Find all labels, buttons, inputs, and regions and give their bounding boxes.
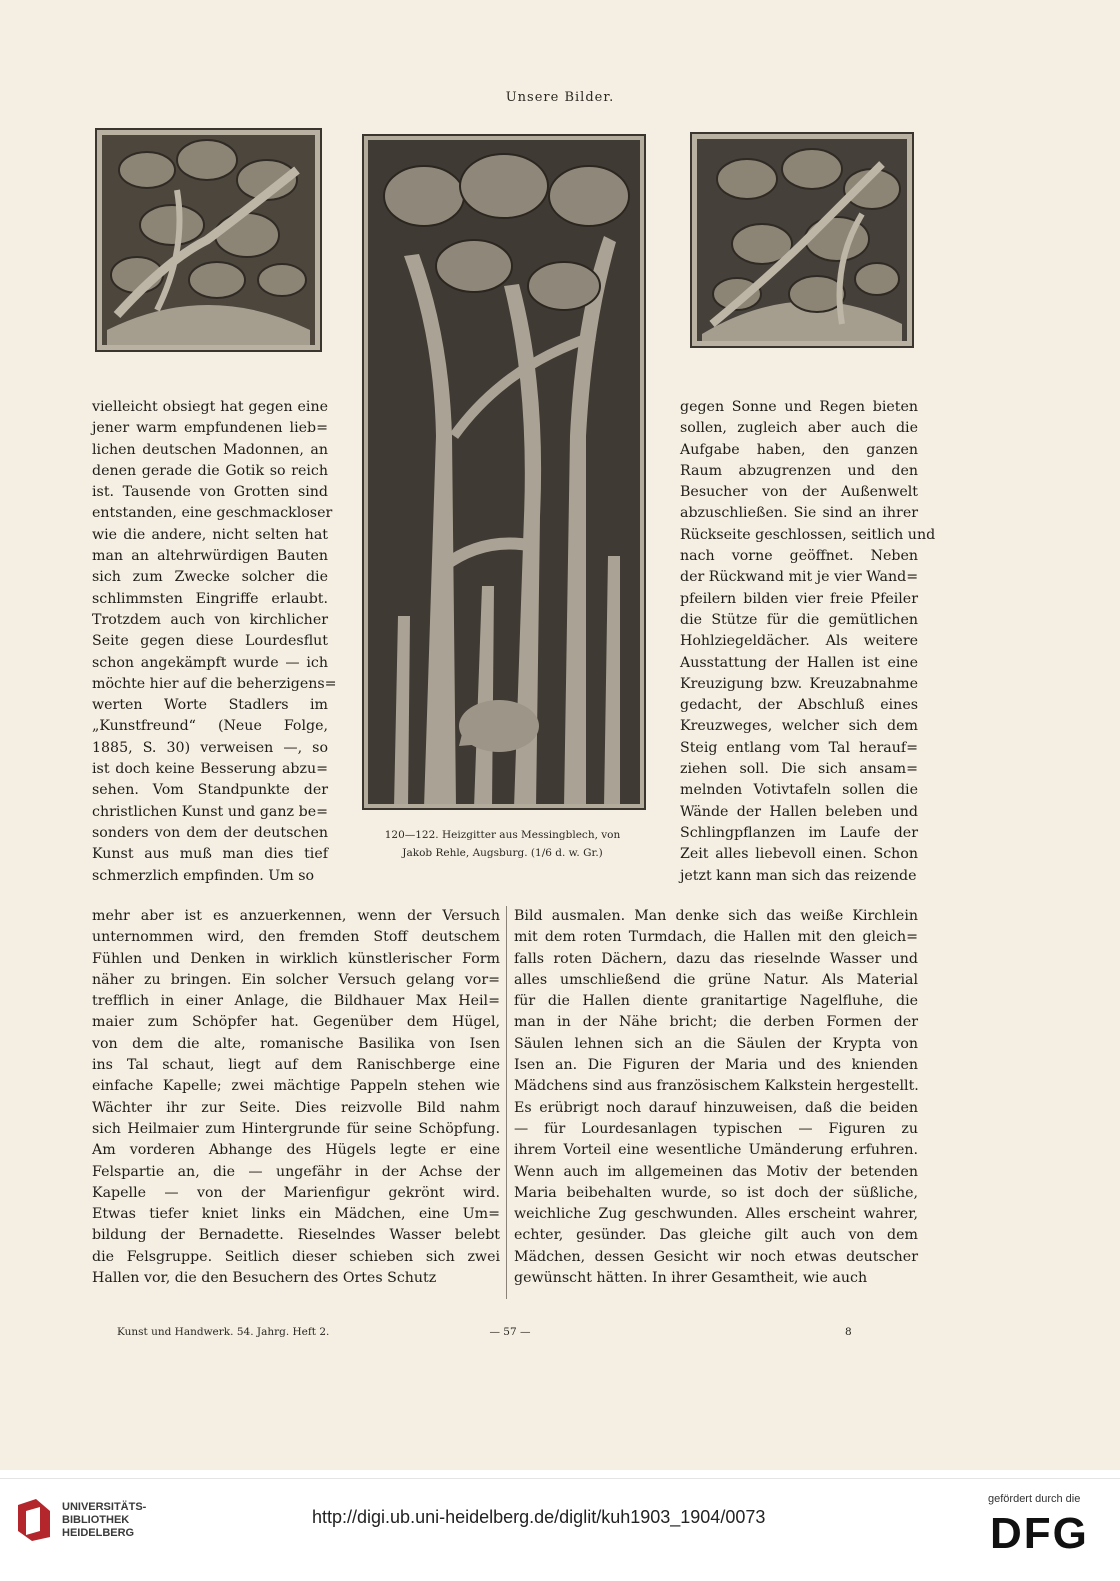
text-line: entstanden, eine geschmackloser	[92, 505, 333, 522]
plate-center-heating-grille	[362, 134, 646, 810]
text-line: abzuschließen. Sie sind an ihrer	[680, 505, 918, 522]
university-library-logo-icon	[14, 1497, 54, 1543]
text-line: falls roten Dächern, dazu das rieselnde Wasser und	[514, 950, 918, 967]
text-line: mehr aber ist es anzuerkennen, wenn der Versuch	[92, 908, 500, 924]
running-head: Unsere Bilder.	[505, 90, 615, 105]
text-line: Kreuzweges, welcher sich dem	[680, 718, 918, 735]
text-line: einfache Kapelle; zwei mächtige Pappeln stehen wie	[92, 1078, 500, 1095]
text-line: maier zum Schöpfer hat. Gegenüber dem Hügel,	[92, 1014, 500, 1031]
text-line: Aufgabe haben, den ganzen	[680, 441, 918, 458]
text-line: ziehen soll. Die sich ansam=	[680, 761, 918, 778]
text-column-left-bottom	[92, 906, 500, 1289]
text-column-right-bottom	[514, 906, 918, 1289]
text-line: Mädchen, dessen Gesicht wir noch etwas deutscher	[514, 1248, 918, 1265]
text-line: gewünscht hätten. In ihrer Gesamtheit, wie auch	[514, 1270, 868, 1287]
text-line: sehen. Vom Standpunkte der	[92, 782, 328, 799]
text-line: Fühlen und Denken in wirklich künstlerischer Form	[92, 950, 500, 967]
text-line: möchte hier auf die beherzigens=	[92, 675, 337, 692]
text-line: Kreuzigung bzw. Kreuzabnahme	[680, 675, 918, 692]
text-line: Isen an. Die Figuren der Maria und des knienden	[514, 1057, 918, 1074]
text-line: Wände der Hallen beleben und	[680, 803, 918, 820]
institution-name	[62, 1501, 146, 1540]
text-line: lichen deutschen Madonnen, an	[92, 441, 328, 458]
text-line: von dem die alte, romanische Basilika von Isen	[92, 1035, 500, 1052]
text-line: ist doch keine Besserung abzu=	[92, 761, 328, 778]
institution-line: BIBLIOTHEK	[62, 1514, 130, 1526]
caption-line-1: 120—122. Heizgitter aus Messingblech, von	[384, 829, 621, 841]
signature-mark: 8	[845, 1326, 852, 1338]
digitization-footer-bar	[0, 1478, 1120, 1581]
text-line: Es erübrigt noch darauf hinzuweisen, daß die beiden	[514, 1099, 918, 1116]
text-line: denen gerade die Gotik so reich	[92, 462, 328, 479]
text-line: Felspartie an, die — ungefähr in der Achse der	[92, 1163, 500, 1180]
plate-left-heating-grille	[95, 128, 322, 352]
text-line: Schlingpflanzen im Laufe der	[680, 824, 918, 841]
text-line: Zeit alles liebevoll einen. Schon	[680, 846, 918, 863]
footer-journal: Kunst und Handwerk. 54. Jahrg. Heft 2.	[117, 1326, 330, 1338]
text-line: Mädchens sind aus französischem Kalkstein hergestellt.	[514, 1078, 919, 1095]
text-line: gegen Sonne und Regen bieten	[680, 399, 918, 415]
text-line: echter, gesünder. Das gleiche gilt auch von dem	[514, 1227, 918, 1244]
institution-line: HEIDELBERG	[62, 1527, 135, 1539]
text-line: Kunst aus muß man dies tief	[92, 846, 328, 863]
text-line: man in der Nähe bricht; die derben Formen der	[514, 1014, 918, 1031]
text-line: Kapelle — von der Marienfigur gekrönt wird.	[92, 1184, 500, 1201]
text-line: Wächter ihr zur Seite. Dies reizvolle Bild nahm	[92, 1099, 500, 1116]
text-line: Etwas tiefer kniet links ein Mädchen, eine Um=	[92, 1206, 500, 1223]
text-line: für die Hallen diente granitartige Nagelfluhe, die	[514, 993, 918, 1010]
text-line: näher zu bringen. Ein solcher Versuch gelang vor=	[92, 971, 500, 988]
text-line: jener warm empfundenen lieb=	[92, 420, 328, 437]
text-line: Seite gegen diese Lourdesflut	[92, 633, 328, 650]
text-line: alles umschließend die grüne Natur. Als Material	[514, 971, 918, 988]
text-line: gedacht, der Abschluß eines	[680, 697, 918, 714]
column-divider	[506, 906, 507, 1299]
text-line: schmerzlich empfinden. Um so	[92, 867, 315, 884]
text-line: schlimmsten Eingriffe erlaubt.	[92, 590, 328, 607]
text-line: „Kunstfreund“ (Neue Folge,	[92, 718, 328, 735]
text-line: Trotzdem auch von kirchlicher	[92, 611, 328, 628]
text-line: unternommen wird, den fremden Stoff deutschem	[92, 929, 500, 946]
text-line: Säulen lehnen sich an die Säulen der Krypta von	[514, 1035, 918, 1052]
text-line: nach vorne geöffnet. Neben	[680, 548, 918, 565]
caption-line-2: Jakob Rehle, Augsburg. (1/6 d. w. Gr.)	[402, 847, 603, 859]
text-line: Am vorderen Abhange des Hügels legte er eine	[92, 1142, 500, 1159]
text-line: weichliche Zug geschwunden. Alles erscheint wahrer,	[514, 1206, 918, 1223]
text-line: trefflich in einer Anlage, die Bildhauer Max Heil=	[92, 993, 500, 1010]
text-line: christlichen Kunst und ganz be=	[92, 803, 328, 820]
text-line: Maria beibehalten wurde, so ist doch der süßliche,	[514, 1184, 918, 1201]
text-line: Hohlziegeldächer. Als weitere	[680, 633, 918, 650]
permalink-url[interactable]: http://digi.ub.uni-heidelberg.de/diglit/kuh1903_1904/0073	[312, 1507, 766, 1527]
text-line: sonders von dem der deutschen	[92, 824, 328, 841]
text-line: — für Lourdesanlagen typischen — Figuren zu	[514, 1120, 918, 1137]
text-line: werten Worte Stadlers im	[92, 697, 328, 714]
text-line: Bild ausmalen. Man denke sich das weiße Kirchlein	[514, 908, 918, 924]
plate-right-heating-grille	[690, 132, 914, 348]
text-line: 1885, S. 30) verweisen —, so	[92, 739, 328, 756]
text-line: pfeilern bilden vier freie Pfeiler	[680, 590, 918, 607]
text-line: Ausstattung der Hallen ist eine	[680, 654, 918, 671]
text-line: wie die andere, nicht selten hat	[92, 526, 328, 543]
text-column-left-top	[92, 397, 337, 887]
text-column-right-top	[680, 397, 936, 887]
text-line: ins Tal schaut, liegt auf dem Ranischberge eine	[92, 1057, 500, 1074]
text-line: Hallen vor, die den Besuchern des Ortes Schutz	[92, 1270, 437, 1287]
funding-label: gefördert durch die	[988, 1493, 1081, 1505]
text-line: jetzt kann man sich das reizende	[680, 867, 917, 884]
institution-line: UNIVERSITÄTS-	[62, 1501, 147, 1513]
text-line: melnden Votivtafeln sollen die	[680, 782, 918, 799]
text-line: die Stütze für die gemütlichen	[680, 611, 918, 628]
text-line: Raum abzugrenzen und den	[680, 462, 918, 479]
text-line: Steig entlang vom Tal herauf=	[680, 739, 918, 756]
figure-caption	[350, 826, 655, 862]
text-line: Wenn auch im allgemeinen das Motiv der betenden	[514, 1163, 918, 1180]
text-line: man an altehrwürdigen Bauten	[92, 548, 328, 565]
dfg-logo: DFG	[990, 1509, 1089, 1558]
page-number: — 57 —	[489, 1326, 531, 1338]
text-line: der Rückwand mit je vier Wand=	[680, 569, 919, 586]
text-line: schon angekämpft wurde — ich	[92, 654, 328, 671]
text-line: vielleicht obsiegt hat gegen eine	[92, 399, 328, 415]
text-line: Rückseite geschlossen, seitlich und	[680, 526, 936, 543]
text-line: sich zum Zwecke solcher die	[92, 569, 328, 586]
text-line: bildung der Bernadette. Rieselndes Wasser belebt	[92, 1227, 500, 1244]
text-line: Besucher von der Außenwelt	[680, 484, 918, 501]
text-line: mit dem roten Turmdach, die Hallen mit den gleich=	[514, 929, 918, 946]
text-line: die Felsgruppe. Seitlich dieser schieben sich zwei	[92, 1248, 500, 1265]
text-line: ist. Tausende von Grotten sind	[92, 484, 328, 501]
text-line: ihrem Vorteil eine wesentliche Umänderung erfuhren.	[514, 1142, 918, 1159]
text-line: sollen, zugleich aber auch die	[680, 420, 918, 437]
text-line: sich Heilmaier zum Hintergrunde für seine Schöpfung.	[92, 1120, 500, 1137]
